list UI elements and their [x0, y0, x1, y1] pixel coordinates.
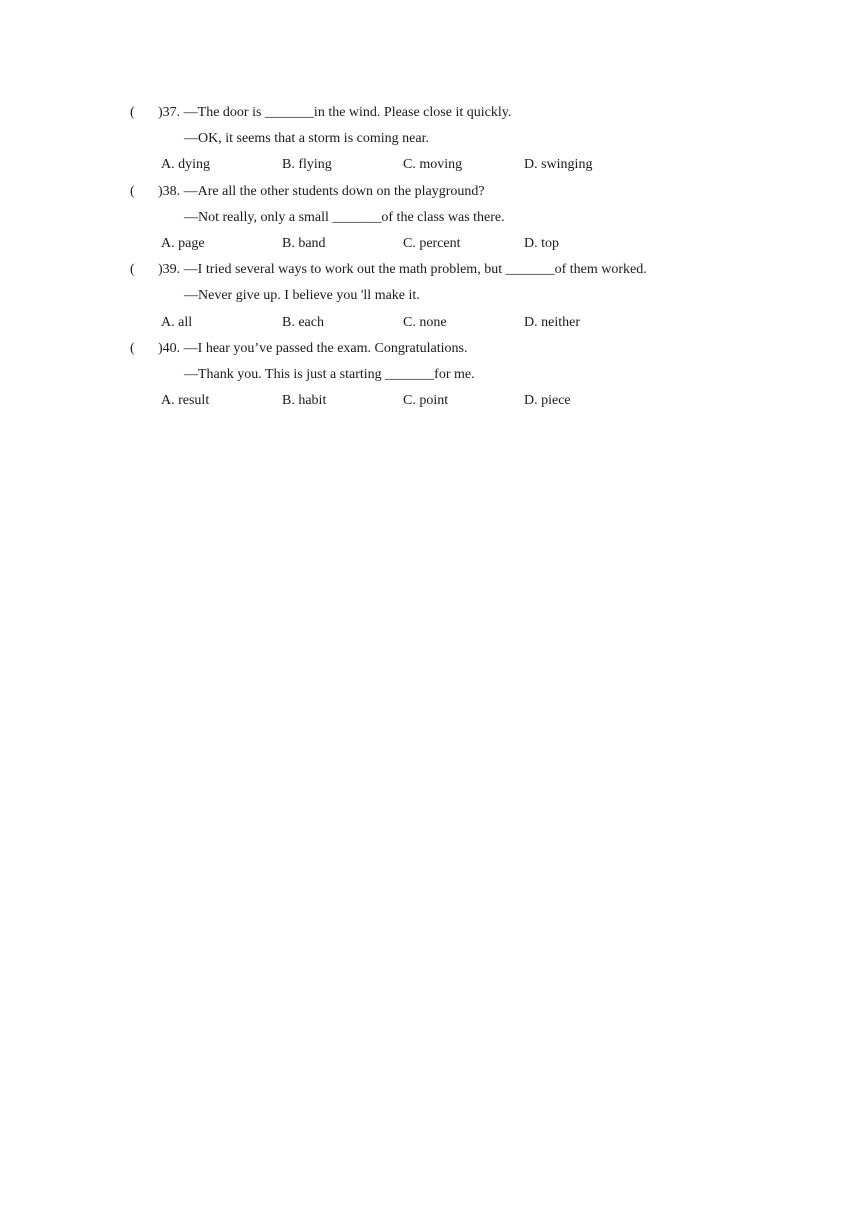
option-d: D. top	[524, 235, 559, 251]
question-40	[130, 339, 770, 418]
option-c: C. percent	[403, 235, 461, 251]
question-reply-line	[130, 286, 770, 312]
question-reply: —Never give up. I believe you 'll make it.	[184, 288, 420, 304]
option-b: B. flying	[282, 157, 332, 173]
options-line	[130, 234, 770, 260]
option-a: A. result	[161, 393, 210, 409]
question-stem: )37. —The door is _______in the wind. Please close it quickly.	[158, 105, 512, 120]
option-a: A. page	[161, 235, 205, 251]
option-d: D. piece	[524, 393, 571, 409]
option-a: A. dying	[161, 157, 210, 173]
question-stem: )40. —I hear you’ve passed the exam. Congratulations.	[158, 340, 468, 356]
option-b: B. band	[282, 235, 326, 251]
option-c: C. none	[403, 314, 447, 330]
option-a: A. all	[161, 314, 193, 330]
option-b: B. habit	[282, 393, 327, 409]
question-stem: )39. —I tried several ways to work out the math problem, but _______of them worked.	[158, 262, 647, 278]
answer-paren: (	[130, 340, 135, 356]
question-reply: —OK, it seems that a storm is coming near.	[184, 131, 429, 147]
question-reply-line	[130, 208, 770, 234]
options-line	[130, 313, 770, 339]
question-39	[130, 260, 770, 339]
answer-paren: (	[130, 262, 135, 278]
question-list	[130, 103, 770, 417]
question-reply: —Thank you. This is just a starting _______for me.	[184, 366, 475, 382]
option-c: C. point	[403, 393, 449, 409]
question-37	[130, 103, 770, 182]
question-stem: )38. —Are all the other students down on the playground?	[158, 183, 485, 199]
question-stem-line	[130, 339, 770, 365]
question-reply: —Not really, only a small _______of the class was there.	[184, 209, 505, 225]
option-d: D. neither	[524, 314, 580, 330]
question-stem-line	[130, 103, 770, 129]
option-c: C. moving	[403, 157, 463, 173]
answer-paren: (	[130, 105, 135, 120]
question-reply-line	[130, 365, 770, 391]
question-stem-line	[130, 260, 770, 286]
options-line	[130, 391, 770, 417]
option-d: D. swinging	[524, 157, 593, 173]
options-line	[130, 155, 770, 181]
question-stem-line	[130, 182, 770, 208]
answer-paren: (	[130, 183, 135, 199]
question-38	[130, 182, 770, 261]
question-reply-line	[130, 129, 770, 155]
option-b: B. each	[282, 314, 324, 330]
